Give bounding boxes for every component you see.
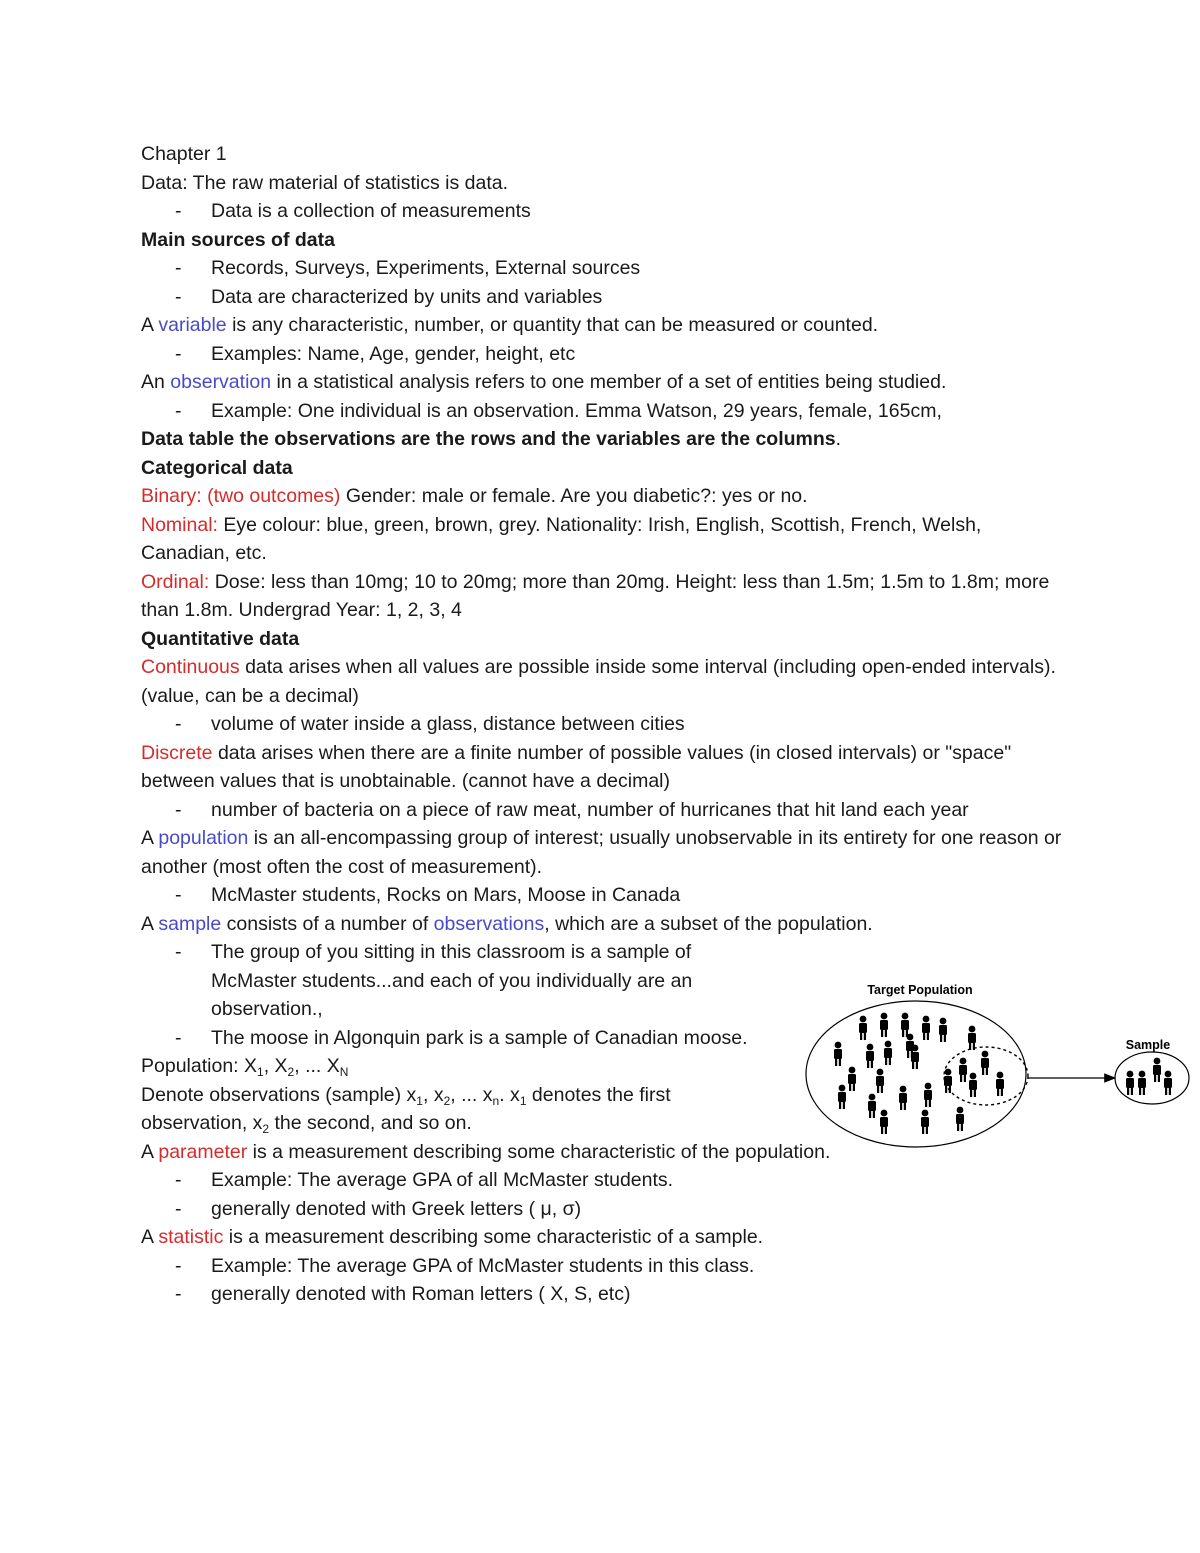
subscript: 1 (416, 1093, 423, 1108)
bullet-text: generally denoted with Greek letters ( μ, σ) (211, 1197, 582, 1220)
bold-text: Data table the observations are the rows and the variables are the columns (141, 428, 836, 450)
bullet-text: Data is a collection of measurements (211, 200, 531, 222)
subscript: n (492, 1093, 500, 1108)
term-population: population (158, 827, 249, 849)
section-heading-quantitative: Quantitative data (141, 627, 300, 650)
term-continuous: Continuous (141, 656, 240, 678)
observation-notation (141, 1081, 751, 1138)
data-table-line (141, 425, 1071, 454)
continuous-definition (141, 653, 1071, 710)
text: Population: X (141, 1055, 258, 1077)
bullet-text: Example: The average GPA of all McMaster students. (211, 1169, 674, 1191)
subscript: 1 (519, 1093, 527, 1108)
text: , ... X (294, 1055, 340, 1077)
bullet-text: volume of water inside a glass, distance between cities (211, 713, 685, 735)
section-heading-categorical: Categorical data (141, 456, 293, 479)
bullet-dash: - (175, 342, 182, 365)
term-nominal: Nominal: (141, 513, 218, 536)
list-item (141, 340, 1071, 369)
bullet-text: Records, Surveys, Experiments, External sources (211, 257, 641, 279)
list-item (141, 397, 1071, 426)
bullet-dash: - (175, 884, 182, 906)
text: data arises when there are a finite number of possible values (in closed intervals) or "space" between values that is unobtainable. (cannot have a decimal) (141, 741, 1012, 792)
data-intro: Data: The raw material of statistics is data. (141, 171, 509, 194)
text: . (835, 428, 842, 450)
bullet-text: The moose in Algonquin park is a sample of Canadian moose. (211, 1026, 748, 1049)
bullet-text: The group of you sitting in this classroom is a sample of McMaster students...and each of you individually are an observation., (211, 941, 693, 1020)
text: A (141, 827, 159, 849)
bullet-dash: - (175, 399, 182, 422)
chapter-title: Chapter 1 (141, 143, 227, 165)
bullet-text: McMaster students, Rocks on Mars, Moose in Canada (211, 884, 681, 906)
term-sample: sample (158, 912, 222, 935)
text: Dose: less than 10mg; 10 to 20mg; more than 20mg. Height: less than 1.5m; 1.5m to 1.8m; more than 1.8m. Undergrad Year: 1, 2, 3, 4 (141, 570, 1050, 621)
term-statistic: statistic (158, 1226, 224, 1248)
term-binary: Binary: (two outcomes) (141, 485, 341, 507)
bullet-text: Example: One individual is an observation. Emma Watson, 29 years, female, 165cm, (211, 399, 942, 422)
text: consists of a number of (221, 912, 434, 935)
text: A (141, 1226, 159, 1248)
bullet-text: number of bacteria on a piece of raw meat, number of hurricanes that hit land each year (211, 798, 969, 821)
ordinal-line (141, 568, 1071, 625)
list-item (141, 796, 1071, 825)
subscript: 1 (257, 1065, 264, 1079)
text: is any characteristic, number, or quantity that can be measured or counted. (226, 314, 879, 336)
bullet-dash: - (175, 713, 182, 735)
text: in a statistical analysis refers to one member of a set of entities being studied. (271, 371, 947, 393)
list-item (141, 1024, 751, 1053)
list-item (141, 938, 751, 1024)
text: A (141, 1140, 159, 1163)
list-item (141, 254, 1071, 283)
bullet-dash: - (175, 1026, 182, 1049)
term-ordinal: Ordinal: (141, 570, 210, 593)
text: Denote observations (sample) x (141, 1083, 417, 1106)
term-parameter: parameter (158, 1140, 248, 1163)
bullet-text: Data are characterized by units and variables (211, 285, 603, 308)
text: denotes the first observation, x (141, 1083, 671, 1134)
section-heading-main-sources: Main sources of data (141, 228, 335, 251)
list-item (141, 1252, 1071, 1281)
text: , which are a subset of the population. (544, 912, 873, 935)
term-discrete: Discrete (141, 741, 213, 764)
bullet-dash: - (175, 1254, 182, 1277)
bullet-dash: - (175, 200, 182, 222)
bullet-text: Examples: Name, Age, gender, height, etc (211, 342, 576, 365)
text: data arises when all values are possible inside some interval (including open-ended intervals). (value, can be a decimal) (141, 656, 1056, 707)
bullet-dash: - (175, 257, 182, 279)
list-item (141, 1166, 1071, 1195)
term-variable: variable (158, 314, 227, 336)
target-population-label: Target Population (867, 983, 973, 997)
observation-definition (141, 368, 1071, 397)
text: Gender: male or female. Are you diabetic?: yes or no. (340, 485, 808, 507)
term-observations: observations (433, 912, 545, 935)
bullet-dash: - (175, 285, 182, 308)
statistic-definition (141, 1223, 1071, 1252)
bullet-dash: - (175, 1283, 182, 1305)
text: An (141, 371, 171, 393)
bullet-text: generally denoted with Roman letters ( X, S, etc) (211, 1283, 631, 1305)
list-item (141, 881, 1071, 910)
text: the second, and so on. (269, 1112, 472, 1134)
sample-people (1126, 1058, 1172, 1095)
variable-definition (141, 311, 1071, 340)
subscript: 2 (262, 1122, 270, 1136)
bullet-dash: - (175, 941, 182, 963)
bullet-dash: - (175, 1169, 182, 1191)
binary-line (141, 482, 1071, 511)
list-item (141, 710, 1071, 739)
bullet-text: Example: The average GPA of McMaster students in this class. (211, 1254, 755, 1277)
discrete-definition (141, 739, 1071, 796)
target-population-ellipse (806, 1001, 1026, 1147)
text: , x (422, 1083, 444, 1106)
bullet-dash: - (175, 798, 182, 821)
text: , ... x (450, 1083, 493, 1106)
term-observation: observation (170, 371, 272, 393)
population-sample-diagram (800, 975, 1195, 1150)
text: A (141, 912, 159, 935)
text: A (141, 314, 159, 336)
list-item (141, 283, 1071, 312)
subscript: N (339, 1065, 349, 1079)
subscript: 2 (443, 1093, 451, 1108)
text: , X (263, 1055, 288, 1077)
text: is a measurement describing some characteristic of the population. (247, 1140, 831, 1163)
sample-ellipse (1115, 1052, 1189, 1104)
text: is an all-encompassing group of interest; usually unobservable in its entirety for one reason or another (most often the cost of measurement). (141, 827, 1062, 878)
sample-label: Sample (1125, 1038, 1171, 1052)
bullet-dash: - (175, 1197, 182, 1220)
text: . x (499, 1083, 520, 1106)
list-item (141, 197, 1071, 226)
list-item (141, 1195, 1071, 1224)
sample-definition (141, 910, 1071, 939)
list-item (141, 1280, 1071, 1309)
nominal-line (141, 511, 1071, 568)
population-definition (141, 824, 1071, 881)
text: is a measurement describing some characteristic of a sample. (223, 1226, 764, 1248)
population-people (834, 1013, 976, 1134)
text: Eye colour: blue, green, brown, grey. Nationality: Irish, English, Scottish, French, Welsh, Canadian, etc. (141, 513, 982, 564)
subscript: 2 (287, 1065, 295, 1079)
